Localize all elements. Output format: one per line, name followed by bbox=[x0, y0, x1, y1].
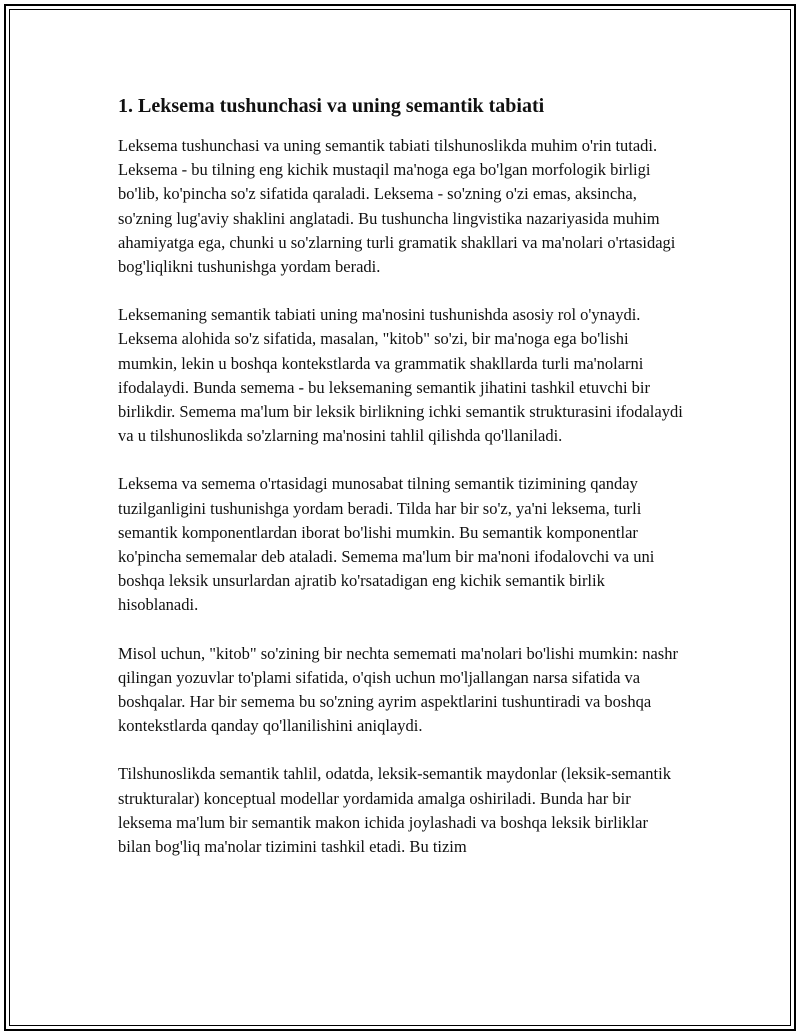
document-body bbox=[118, 92, 684, 883]
paragraph-3: Leksema va semema o'rtasidagi munosabat tilning semantik tizimining qanday tuzilganligini tushunishga yordam beradi. Tilda har bir so'z, ya'ni leksema, turli semantik komponentlardan iborat bo'lishi mumkin. Bu semantik komponentlar ko'pincha sememalar deb ataladi. Semema ma'lum bir ma'noni ifodalovchi va uni boshqa leksik unsurlardan ajratib ko'rsatadigan eng kichik semantik birlik hisoblanadi. bbox=[118, 474, 655, 615]
paragraph-5: Tilshunoslikda semantik tahlil, odatda, leksik-semantik maydonlar (leksik-semantik strukturalar) konceptual modellar yordamida amalga oshiriladi. Bunda har bir leksema ma'lum bir semantik makon ichida joylashadi va boshqa leksik birliklar bilan bog'liq ma'nolar tizimini tashkil etadi. Bu tizim bbox=[118, 764, 671, 857]
paragraph-2: Leksemaning semantik tabiati uning ma'nosini tushunishda asosiy rol o'ynaydi. Leksema alohida so'z sifatida, masalan, "kitob" so'zi, bir ma'noga ega bo'lishi mumkin, lekin u boshqa kontekstlarda va grammatik shakllarda turli ma'nolarni ifodalaydi. Bunda semema - bu leksemaning semantik jihatini tashkil etuvchi bir birlikdir. Semema ma'lum bir leksik birlikning ichki semantik strukturasini ifodalaydi va u tilshunoslikda so'zlarning ma'nosini tahlil qilishda qo'llaniladi. bbox=[118, 305, 683, 446]
section-heading: 1. Leksema tushunchasi va uning semantik tabiati bbox=[118, 95, 545, 117]
paragraph-4: Misol uchun, "kitob" so'zining bir nechta sememati ma'nolari bo'lishi mumkin: nashr qilingan yozuvlar to'plami sifatida, o'qish uchun mo'ljallangan narsa sifatida va boshqalar. Har bir semema bu so'zning ayrim aspektlarini tushuntiradi va boshqa kontekstlarda qanday qo'llanilishini aniqlaydi. bbox=[118, 643, 678, 736]
paragraph-1: Leksema tushunchasi va uning semantik tabiati tilshunoslikda muhim o'rin tutadi. Leksema - bu tilning eng kichik mustaqil ma'noga ega bo'lgan morfologik birligi bo'lib, ko'pincha so'z sifatida qaraladi. Leksema - so'zning o'zi emas, aksincha, so'zning lug'aviy shaklini anglatadi. Bu tushuncha lingvistika nazariyasida muhim ahamiyatga ega, chunki u so'zlarning turli gramatik shakllari va ma'nolari o'rtasidagi bog'liqlikni tushunishga yordam beradi. bbox=[118, 136, 676, 277]
